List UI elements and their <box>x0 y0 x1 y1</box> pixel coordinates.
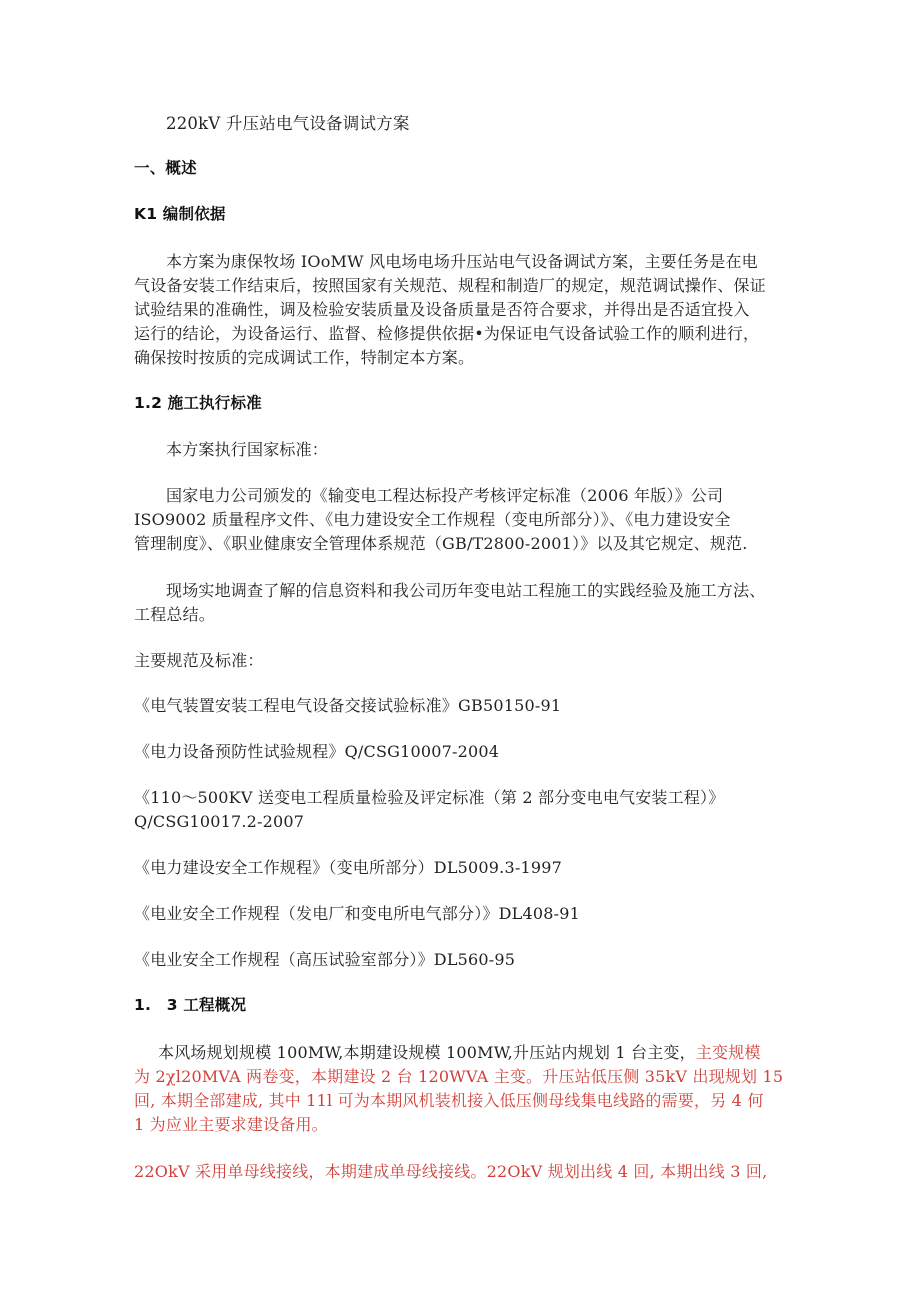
subheading-basis: K1 编制依据 <box>134 205 226 223</box>
paragraph-line: 试验结果的准确性，调及检验安装质量及设备质量是否符合要求，并得出是否适宜投入 <box>134 300 750 319</box>
paragraph-line: 本方案执行国家标准： <box>166 440 329 459</box>
paragraph-line: 运行的结论，为设备运行、监督、检修提供依据•为保证电气设备试验工作的顺利进行， <box>134 324 760 343</box>
standard-item: 《电业安全工作规程（高压试验室部分）》DL560-95 <box>134 950 516 969</box>
paragraph-line: 确保按时按质的完成调试工作，特制定本方案。 <box>134 348 475 367</box>
standard-item: 《110～500KV 送变电工程质量检验及评定标准（第 2 部分变电电气安装工程）》 <box>134 788 725 807</box>
paragraph-line: 气设备安装工作结束后，按照国家有关规范、规程和制造厂的规定，规范调试操作、保证 <box>134 276 766 295</box>
paragraph-line: 现场实地调查了解的信息资料和我公司历年变电站工程施工的实践经验及施工方法、 <box>166 581 766 600</box>
standard-item: Q/CSG10017.2-2007 <box>134 812 305 831</box>
highlighted-paragraph-line: 为 2χl20MVA 两卷变，本期建设 2 台 120WVA 主变。升压站低压侧 35kV 出现规划 15 <box>134 1067 784 1086</box>
standards-heading: 主要规范及标准： <box>134 651 264 670</box>
section-heading-overview: 一、概述 <box>134 159 197 177</box>
subheading-standards: 1.2 施工执行标准 <box>134 394 262 412</box>
paragraph-line <box>158 1041 761 1064</box>
subheading-project-overview: 1. 3 工程概况 <box>134 996 247 1014</box>
paragraph-line: 管理制度》、《职业健康安全管理体系规范（GB/T2800-2001）》以及其它规定、规范. <box>134 534 748 553</box>
highlighted-paragraph-line: 1 为应业主要求建设备用。 <box>134 1115 328 1134</box>
highlighted-paragraph-line: 回, 本期全部建成, 其中 11l 可为本期风机装机接入低压侧母线集电线路的需要，另 4 何 <box>134 1091 764 1110</box>
standard-item: 《电力设备预防性试验规程》Q/CSG10007-2004 <box>134 742 500 761</box>
standard-item: 《电力建设安全工作规程》（变电所部分）DL5009.3-1997 <box>134 858 562 877</box>
highlighted-text: 主变规模 <box>695 1043 761 1062</box>
standard-item: 《电气装置安装工程电气设备交接试验标准》GB50150-91 <box>134 696 562 715</box>
paragraph-line: ISO9002 质量程序文件、《电力建设安全工作规程（变电所部分）》、《电力建设安全 <box>134 510 731 529</box>
standard-item: 《电业安全工作规程（发电厂和变电所电气部分）》DL408-91 <box>134 904 580 923</box>
paragraph-line: 国家电力公司颁发的《输变电工程达标投产考核评定标准（2006 年版）》公司 <box>166 486 724 505</box>
document-title: 220kV 升压站电气设备调试方案 <box>166 114 410 133</box>
paragraph-text: 本风场规划规模 100MW,本期建设规模 100MW,升压站内规划 1 台主变， <box>158 1043 696 1062</box>
highlighted-paragraph-line: 22OkV 采用单母线接线，本期建成单母线接线。22OkV 规划出线 4 回, 本期出线 3 回, <box>134 1162 768 1181</box>
paragraph-line: 工程总结。 <box>134 605 216 624</box>
paragraph-line: 本方案为康保牧场 IOoMW 风电场电场升压站电气设备调试方案，主要任务是在电 <box>166 252 758 271</box>
